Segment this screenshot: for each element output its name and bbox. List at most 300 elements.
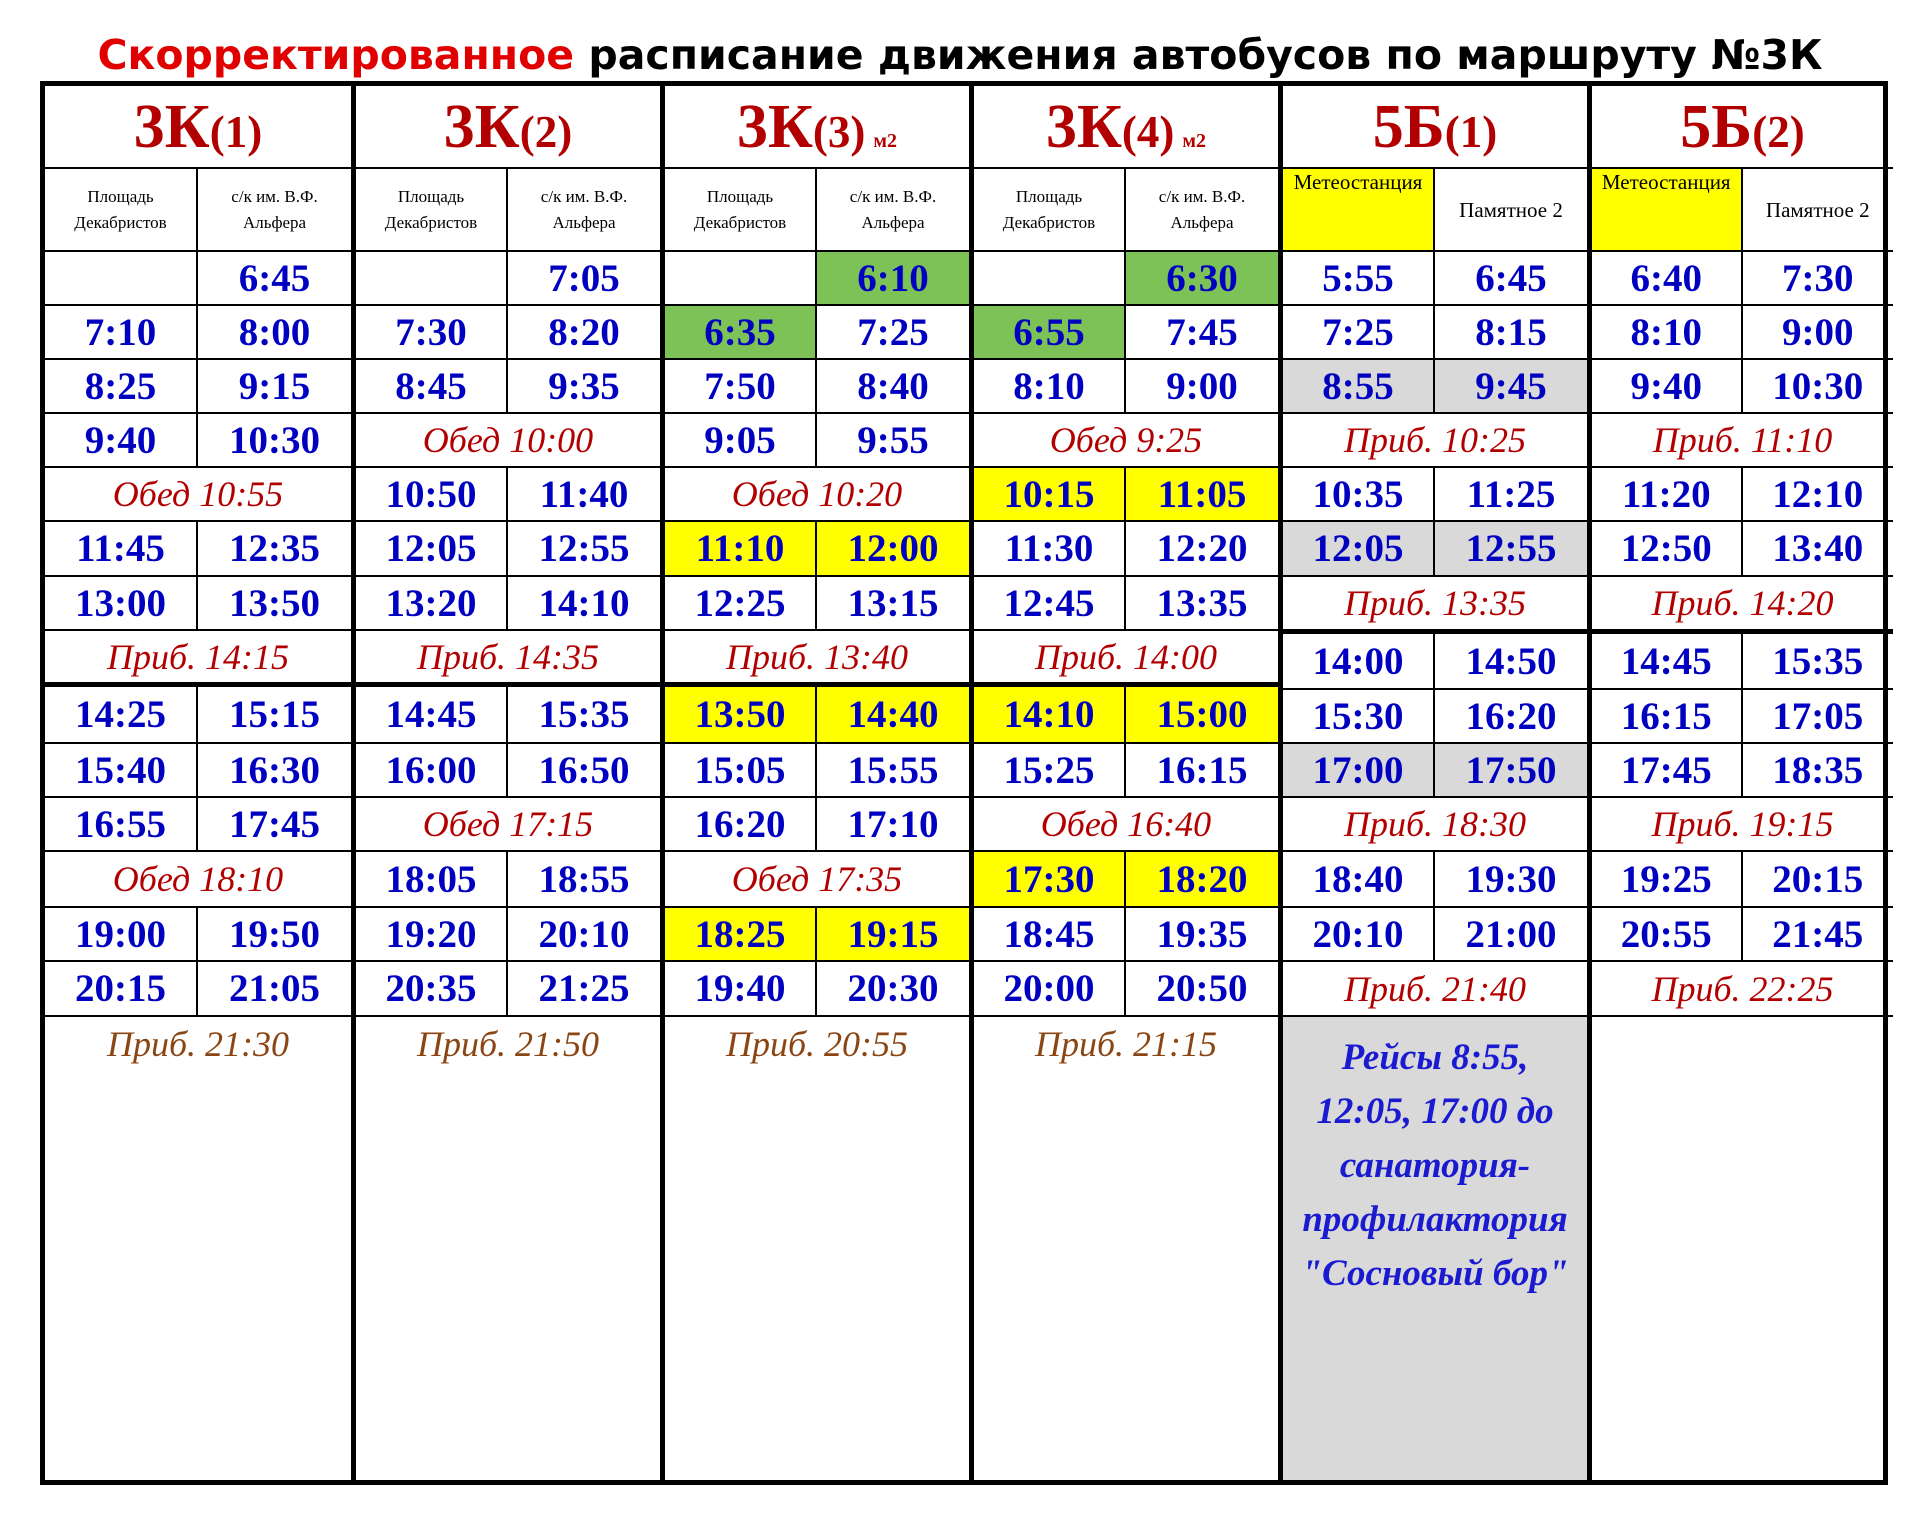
note-text: Приб. 14:35	[416, 636, 600, 677]
time-value: 10:30	[229, 418, 320, 462]
time-value: 15:30	[1312, 694, 1404, 738]
note-row	[356, 629, 660, 682]
time-value: 16:30	[229, 748, 320, 792]
departure-a	[974, 742, 1126, 796]
note-row	[665, 629, 969, 682]
departure-a	[665, 682, 817, 742]
route-title-cell	[1592, 86, 1893, 167]
route-number: 5Б	[1680, 92, 1753, 161]
departure-a	[1592, 358, 1743, 412]
info-note-text: Рейсы 8:55, 12:05, 17:00 до санатория-профилактория "Сосновый бор"	[1301, 1037, 1569, 1294]
time-value: 17:45	[229, 802, 320, 846]
departure-a	[1592, 466, 1743, 520]
time-value: 16:20	[694, 802, 786, 846]
route-column	[1587, 86, 1893, 1480]
departure-b	[817, 412, 969, 466]
time-value: 15:40	[75, 748, 166, 792]
route-variant: (2)	[519, 106, 573, 157]
departure-b	[508, 575, 660, 629]
time-value: 5:55	[1322, 256, 1394, 300]
departure-a	[45, 575, 198, 629]
time-value: 13:00	[75, 581, 166, 625]
departure-a	[45, 358, 198, 412]
time-value: 20:50	[1156, 967, 1248, 1010]
departure-b	[1126, 520, 1278, 575]
stop-b-label: с/к им. В.Ф. Альфера	[540, 186, 628, 232]
page-title	[0, 20, 1920, 90]
note-text: Обед 17:15	[422, 804, 594, 844]
departure-b	[1743, 520, 1894, 575]
route-variant: (2)	[1752, 106, 1805, 157]
departure-a	[974, 960, 1126, 1015]
time-value: 11:10	[695, 527, 785, 570]
info-note	[1283, 1015, 1587, 1480]
time-value: 16:15	[1156, 748, 1248, 792]
time-value: 13:15	[847, 581, 939, 625]
departure-a	[665, 742, 817, 796]
time-value: 14:45	[1620, 639, 1712, 683]
stop-b-label: с/к им. В.Ф. Альфера	[1158, 186, 1246, 232]
departure-b	[817, 796, 969, 850]
departure-a	[1283, 742, 1435, 796]
stop-b-cell	[1743, 167, 1894, 250]
time-value: 7:10	[84, 310, 157, 354]
departure-a	[1592, 629, 1743, 688]
departure-b	[198, 796, 351, 850]
stop-b-label: с/к им. В.Ф. Альфера	[849, 186, 937, 232]
time-value: 15:55	[847, 748, 939, 792]
departure-a	[1283, 304, 1435, 358]
time-value: 13:35	[1156, 581, 1248, 625]
departure-a	[1283, 688, 1435, 742]
departure-b	[198, 682, 351, 742]
time-value: 16:00	[385, 748, 477, 792]
departure-b	[1743, 466, 1894, 520]
time-value: 11:25	[1466, 472, 1556, 516]
departure-b	[1743, 906, 1894, 960]
departure-b	[1743, 358, 1894, 412]
departure-a	[974, 850, 1126, 906]
departure-a	[1283, 250, 1435, 304]
final-arrival	[45, 1015, 351, 1480]
departure-a	[45, 304, 198, 358]
departure-a	[1592, 250, 1743, 304]
time-value: 17:10	[847, 802, 939, 846]
time-value: 20:10	[1312, 912, 1404, 956]
time-value: 11:30	[1004, 527, 1094, 570]
departure-b	[817, 358, 969, 412]
time-value: 19:50	[229, 912, 320, 956]
stop-a-label: Метеостанция	[1293, 170, 1423, 194]
departure-b	[1743, 250, 1894, 304]
final-arrival-text: Приб. 21:50	[416, 1024, 600, 1064]
departure-b	[817, 742, 969, 796]
departure-a	[1592, 906, 1743, 960]
final-arrival-text: Приб. 20:55	[725, 1024, 909, 1064]
time-value: 17:30	[1003, 857, 1095, 901]
time-value: 19:30	[1465, 857, 1557, 901]
note-row	[974, 629, 1278, 682]
note-text: Приб. 19:15	[1651, 804, 1834, 844]
departure-a	[974, 466, 1126, 520]
time-value: 20:00	[1003, 967, 1095, 1010]
stop-a-label: Метеостанция	[1601, 170, 1731, 194]
departure-a	[45, 906, 198, 960]
time-value: 7:30	[1782, 256, 1854, 300]
time-value: 15:05	[694, 748, 786, 792]
stop-a-cell	[356, 167, 508, 250]
time-value: 14:50	[1465, 639, 1557, 683]
departure-a	[356, 520, 508, 575]
departure-a	[356, 466, 508, 520]
time-value: 7:30	[395, 310, 467, 354]
departure-b	[1743, 850, 1894, 906]
departure-a	[356, 906, 508, 960]
title-accent: Скорректированное	[97, 31, 575, 79]
schedule-table	[40, 81, 1888, 1485]
departure-b	[1435, 629, 1587, 688]
stop-a-label: Площадь Декабристов	[384, 186, 478, 232]
departure-b	[1743, 688, 1894, 742]
time-value: 17:00	[1312, 748, 1404, 792]
time-value: 8:10	[1630, 310, 1702, 354]
departure-a	[1592, 688, 1743, 742]
note-text: Обед 9:25	[1049, 420, 1203, 460]
time-value: 7:25	[1322, 310, 1394, 354]
departure-b	[1126, 682, 1278, 742]
departure-b	[817, 682, 969, 742]
departure-a	[1592, 850, 1743, 906]
stop-b-label: с/к им. В.Ф. Альфера	[231, 186, 318, 232]
departure-b	[1435, 304, 1587, 358]
departure-b	[198, 520, 351, 575]
departure-b	[1435, 906, 1587, 960]
time-value: 18:25	[694, 912, 786, 956]
time-value: 13:50	[694, 693, 786, 736]
departure-b	[508, 520, 660, 575]
departure-b	[1126, 850, 1278, 906]
note-row	[1283, 960, 1587, 1015]
departure-b	[508, 960, 660, 1015]
time-value: 9:35	[548, 364, 620, 408]
time-value: 12:55	[1465, 527, 1557, 570]
note-text: Обед 10:00	[422, 420, 594, 460]
departure-b	[508, 250, 660, 304]
time-value: 11:20	[1621, 472, 1711, 516]
departure-b	[508, 850, 660, 906]
departure-b	[1435, 742, 1587, 796]
route-title	[1372, 92, 1498, 161]
time-value: 11:05	[1157, 472, 1247, 516]
departure-a	[1283, 358, 1435, 412]
route-m2-label: м2	[873, 129, 898, 152]
stop-a-cell	[974, 167, 1126, 250]
route-title-cell	[974, 86, 1278, 167]
time-value: 20:35	[385, 967, 477, 1010]
departure-a	[974, 682, 1126, 742]
time-value: 9:55	[857, 418, 929, 462]
time-value: 18:05	[385, 857, 477, 901]
time-value: 8:45	[395, 364, 467, 408]
departure-a	[974, 358, 1126, 412]
departure-a	[1592, 304, 1743, 358]
final-arrival	[665, 1015, 969, 1480]
departure-a	[45, 250, 198, 304]
route-number: 3К	[133, 92, 210, 161]
time-value: 17:05	[1772, 694, 1864, 738]
departure-b	[508, 304, 660, 358]
time-value: 16:55	[75, 802, 166, 846]
time-value: 14:25	[75, 693, 166, 736]
departure-a	[665, 250, 817, 304]
route-variant: (3)	[812, 106, 866, 157]
departure-a	[665, 520, 817, 575]
time-value: 10:50	[385, 472, 477, 516]
departure-a	[356, 575, 508, 629]
route-title	[1680, 92, 1805, 161]
departure-b	[508, 358, 660, 412]
time-value: 9:05	[704, 418, 776, 462]
time-value: 12:05	[1312, 527, 1404, 570]
route-column	[45, 86, 351, 1480]
time-value: 11:40	[539, 472, 629, 516]
route-variant: (1)	[1444, 106, 1498, 157]
time-value: 16:20	[1465, 694, 1557, 738]
note-text: Обед 17:35	[731, 859, 903, 899]
departure-b	[198, 960, 351, 1015]
time-value: 12:35	[229, 527, 320, 570]
time-value: 19:40	[694, 967, 786, 1010]
departure-a	[356, 304, 508, 358]
time-value: 21:00	[1465, 912, 1557, 956]
note-row	[1592, 575, 1893, 629]
time-value: 14:00	[1312, 639, 1404, 683]
stop-a-label: Площадь Декабристов	[1002, 186, 1096, 232]
note-text: Приб. 10:25	[1343, 420, 1527, 460]
empty-area	[1592, 1015, 1893, 1480]
departure-b	[1435, 250, 1587, 304]
time-value: 19:25	[1620, 857, 1712, 901]
departure-a	[45, 412, 198, 466]
time-value: 21:25	[538, 967, 630, 1010]
route-title	[736, 92, 898, 161]
title-rest: расписание движения автобусов по маршруту №3К	[574, 31, 1823, 79]
route-title	[443, 92, 573, 161]
stop-b-label: Памятное 2	[1765, 197, 1870, 222]
time-value: 20:55	[1620, 912, 1712, 956]
route-variant: (1)	[209, 106, 263, 157]
route-number: 5Б	[1372, 92, 1445, 161]
time-value: 10:35	[1312, 472, 1404, 516]
final-arrival-text: Приб. 21:15	[1034, 1024, 1218, 1064]
departure-a	[665, 304, 817, 358]
time-value: 18:55	[538, 857, 630, 901]
route-title-cell	[1283, 86, 1587, 167]
departure-a	[665, 412, 817, 466]
time-value: 21:45	[1772, 912, 1864, 956]
note-text: Обед 16:40	[1040, 804, 1212, 844]
departure-a	[974, 250, 1126, 304]
route-number: 3К	[736, 92, 813, 161]
stop-a-cell	[45, 167, 198, 250]
time-value: 12:25	[694, 581, 786, 625]
time-value: 20:15	[75, 967, 166, 1010]
note-row	[45, 629, 351, 682]
departure-a	[356, 742, 508, 796]
time-value: 20:30	[847, 967, 939, 1010]
time-value: 14:10	[538, 581, 630, 625]
departure-b	[817, 575, 969, 629]
departure-b	[1126, 960, 1278, 1015]
route-column	[969, 86, 1278, 1480]
departure-a	[974, 575, 1126, 629]
time-value: 15:15	[229, 693, 320, 736]
departure-b	[1743, 742, 1894, 796]
time-value: 10:15	[1003, 472, 1095, 516]
departure-a	[356, 358, 508, 412]
departure-a	[665, 575, 817, 629]
route-title	[133, 92, 263, 161]
note-row	[974, 796, 1278, 850]
note-row	[665, 466, 969, 520]
route-column	[351, 86, 660, 1480]
note-row	[1592, 412, 1893, 466]
time-value: 13:40	[1772, 527, 1864, 570]
time-value: 16:15	[1620, 694, 1712, 738]
route-variant: (4)	[1121, 106, 1175, 157]
time-value: 8:10	[1013, 364, 1085, 408]
route-number: 3К	[443, 92, 520, 161]
note-row	[1592, 960, 1893, 1015]
note-text: Приб. 14:20	[1651, 583, 1834, 623]
note-row	[356, 412, 660, 466]
time-value: 18:35	[1772, 748, 1864, 792]
time-value: 8:20	[548, 310, 620, 354]
time-value: 6:45	[1475, 256, 1547, 300]
time-value: 12:45	[1003, 581, 1095, 625]
route-column	[660, 86, 969, 1480]
departure-a	[665, 906, 817, 960]
departure-b	[198, 906, 351, 960]
departure-b	[508, 906, 660, 960]
time-value: 21:05	[229, 967, 320, 1010]
time-value: 19:00	[75, 912, 166, 956]
departure-b	[1126, 250, 1278, 304]
time-value: 19:35	[1156, 912, 1248, 956]
time-value: 12:00	[847, 527, 939, 570]
note-text: Приб. 13:40	[725, 636, 909, 677]
departure-b	[1435, 466, 1587, 520]
time-value: 7:45	[1166, 310, 1238, 354]
time-value: 6:30	[1166, 256, 1238, 300]
time-value: 19:15	[847, 912, 939, 956]
note-text: Приб. 13:35	[1343, 583, 1527, 623]
departure-a	[665, 358, 817, 412]
note-row	[45, 466, 351, 520]
route-number: 3К	[1045, 92, 1122, 161]
stop-a-cell	[665, 167, 817, 250]
time-value: 17:50	[1465, 748, 1557, 792]
departure-a	[45, 520, 198, 575]
departure-b	[1743, 304, 1894, 358]
departure-a	[1592, 520, 1743, 575]
note-row	[665, 850, 969, 906]
departure-a	[1283, 520, 1435, 575]
note-text: Приб. 11:10	[1652, 420, 1833, 460]
departure-b	[198, 304, 351, 358]
stop-a-cell	[1283, 167, 1435, 250]
departure-b	[198, 575, 351, 629]
departure-a	[974, 304, 1126, 358]
departure-b	[817, 960, 969, 1015]
note-row	[356, 796, 660, 850]
departure-a	[974, 520, 1126, 575]
departure-b	[817, 304, 969, 358]
note-text: Обед 18:10	[112, 859, 284, 899]
note-row	[1283, 412, 1587, 466]
time-value: 8:25	[84, 364, 157, 408]
stop-b-label: Памятное 2	[1459, 197, 1563, 222]
time-value: 8:00	[238, 310, 311, 354]
stop-b-cell	[508, 167, 660, 250]
route-title	[1045, 92, 1207, 161]
note-row	[1283, 575, 1587, 629]
time-value: 6:55	[1013, 310, 1085, 354]
departure-b	[198, 742, 351, 796]
time-value: 6:35	[704, 310, 776, 354]
time-value: 9:40	[84, 418, 157, 462]
route-column	[1278, 86, 1587, 1480]
time-value: 20:10	[538, 912, 630, 956]
time-value: 20:15	[1772, 857, 1864, 901]
time-value: 18:45	[1003, 912, 1095, 956]
departure-a	[356, 960, 508, 1015]
time-value: 11:45	[76, 527, 165, 570]
time-value: 14:10	[1003, 693, 1095, 736]
departure-b	[1435, 688, 1587, 742]
time-value: 15:25	[1003, 748, 1095, 792]
note-text: Обед 10:20	[731, 474, 903, 514]
departure-b	[1126, 742, 1278, 796]
note-text: Приб. 21:40	[1343, 968, 1527, 1009]
departure-a	[356, 682, 508, 742]
time-value: 18:40	[1312, 857, 1404, 901]
note-text: Обед 10:55	[112, 474, 284, 514]
departure-a	[1283, 906, 1435, 960]
route-title-cell	[45, 86, 351, 167]
time-value: 12:50	[1620, 527, 1712, 570]
route-m2-label: м2	[1182, 129, 1207, 152]
time-value: 9:45	[1475, 364, 1547, 408]
departure-b	[198, 250, 351, 304]
time-value: 9:15	[238, 364, 311, 408]
stop-a-cell	[1592, 167, 1743, 250]
note-row	[1283, 796, 1587, 850]
departure-b	[508, 466, 660, 520]
time-value: 6:40	[1630, 256, 1702, 300]
departure-b	[1126, 466, 1278, 520]
time-value: 9:00	[1782, 310, 1854, 354]
departure-a	[1283, 629, 1435, 688]
time-value: 12:05	[385, 527, 477, 570]
departure-b	[508, 682, 660, 742]
departure-b	[1126, 304, 1278, 358]
time-value: 15:35	[1772, 639, 1864, 683]
note-row	[45, 850, 351, 906]
departure-b	[1435, 520, 1587, 575]
stop-b-cell	[817, 167, 969, 250]
departure-b	[1435, 850, 1587, 906]
